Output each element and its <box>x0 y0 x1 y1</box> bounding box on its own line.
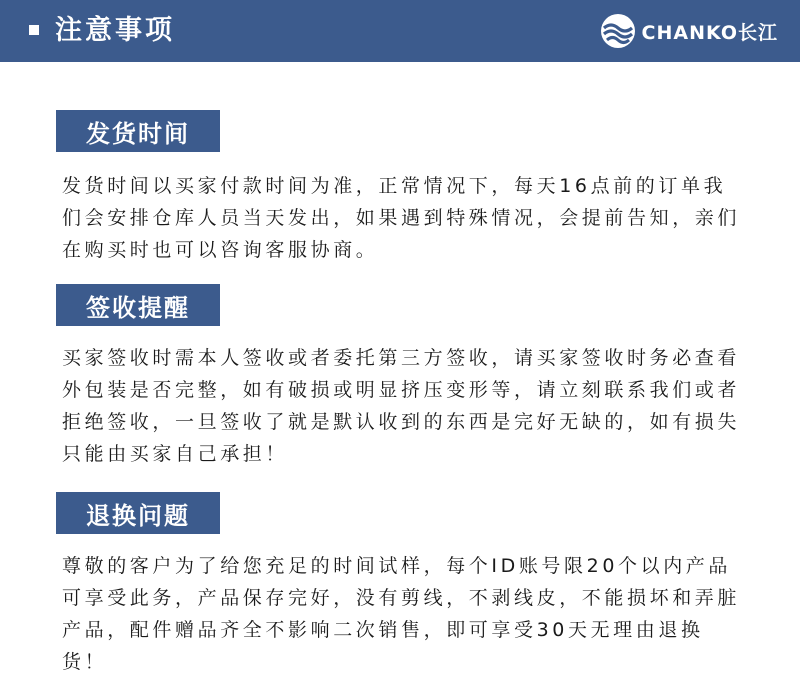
wave-circle-icon <box>600 13 636 49</box>
page-title: 注意事项 <box>55 15 175 46</box>
section-title-receipt: 签收提醒 <box>56 284 220 326</box>
section-title-shipping: 发货时间 <box>56 110 220 152</box>
logo-text: CHANKO长江 <box>641 21 778 44</box>
section-body-receipt: 买家签收时需本人签收或者委托第三方签收，请买家签收时务必查看外包装是否完整，如有破损或明显挤压变形等，请立刻联系我们或者拒绝签收，一旦签收了就是默认收到的东西是完好无缺的，如有损失只能由买家自己承担！ <box>62 347 741 465</box>
header-bar <box>0 0 800 62</box>
brand-logo <box>600 13 778 49</box>
bullet-square-icon <box>29 25 39 35</box>
section-body-returns: 尊敬的客户为了给您充足的时间试样，每个ID账号限20个以内产品可享受此务，产品保存完好，没有剪线，不剥线皮，不能损坏和弄脏产品，配件赠品齐全不影响二次销售，即可享受30天无理由退换货！ <box>62 555 741 673</box>
section-title-returns: 退换问题 <box>56 492 220 534</box>
section-body-shipping: 发货时间以买家付款时间为准，正常情况下，每天16点前的订单我们会安排仓库人员当天发出，如果遇到特殊情况，会提前告知，亲们在购买时也可以咨询客服协商。 <box>62 175 741 261</box>
